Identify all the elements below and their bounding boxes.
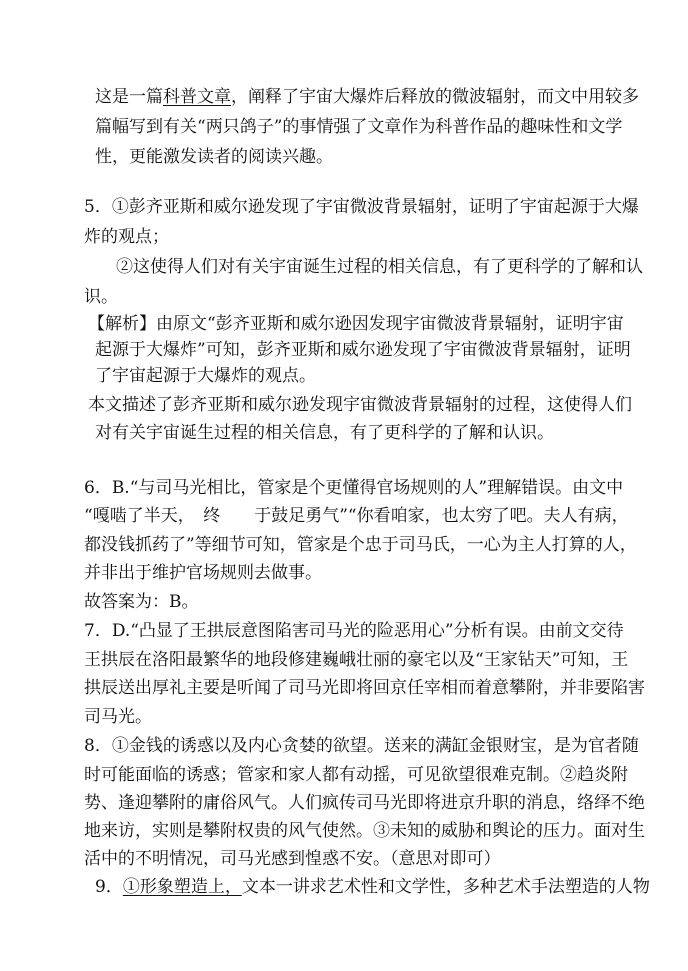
- q7-line-2: 王拱辰在洛阳最繁华的地段修建巍峨壮丽的豪宅以及“王家钻天”可知，王: [84, 650, 629, 670]
- q5-line-4: 识。: [84, 287, 118, 307]
- q9-line-1-text: 文本一讲求艺术性和文学性，多种艺术手法塑造的人物: [241, 877, 650, 897]
- q8-line-4: 地来访，实则是攀附权贵的风气使然。③未知的威胁和舆论的压力。面对生: [84, 821, 645, 841]
- q9-line-1: [95, 876, 650, 898]
- q6-line-2: “嘎啮了半天， 终 于鼓足勇气”“你看咱家，也太穷了吧。夫人有病，: [84, 506, 629, 526]
- q8-line-1: 8．①金钱的诱惑以及内心贪婪的欲望。送来的满缸金银财宝，是为官者随: [84, 736, 639, 756]
- p1-line-1: [95, 86, 639, 108]
- q7-line-1: 7．D.“凸显了王拱辰意图陷害司马光的险恶用心”分析有误。由前文交待: [84, 621, 624, 641]
- q6-line-1: 6．B.“与司马光相比，管家是个更懂得官场规则的人”理解错误。由文中: [84, 478, 624, 498]
- p1-line-1-text-b: ，阐释了宇宙大爆炸后释放的微波辐射，而文中用较多: [231, 87, 639, 107]
- q8-line-3: 势、逢迎攀附的庸俗风气。人们疯传司马光即将进京升职的消息，络绎不绝: [84, 793, 645, 813]
- q5-analysis-line-4: 本文描述了彭齐亚斯和威尔逊发现宇宙微波背景辐射的过程，这使得人们: [88, 395, 632, 415]
- q5-analysis-line-3: 了宇宙起源于大爆炸的观点。: [95, 366, 316, 386]
- q5-analysis-line-5: 对有关宇宙诞生过程的相关信息，有了更科学的了解和认识。: [95, 423, 554, 443]
- p1-line-1-text-a: 这是一篇: [95, 87, 163, 107]
- image-shaping-underlined: ①形象塑造上，: [122, 877, 242, 897]
- q9-line-1-number: 9．: [95, 877, 123, 897]
- q5-analysis-line-1: 【解析】由原文“彭齐亚斯和威尔逊因发现宇宙微波背景辐射，证明宇宙: [88, 314, 624, 334]
- p1-line-2: 篇幅写到有关“两只鸽子”的事情强了文章作为科普作品的趣味性和文学: [95, 117, 623, 137]
- q5-line-2: 炸的观点；: [84, 227, 169, 247]
- science-article-underlined: 科普文章: [163, 87, 231, 107]
- q5-line-1: 5．①彭齐亚斯和威尔逊发现了宇宙微波背景辐射，证明了宇宙起源于大爆: [84, 197, 639, 217]
- q8-line-2: 时可能面临的诱惑；管家和家人都有动摇，可见欲望很难克制。②趋炎附: [84, 765, 628, 785]
- q5-analysis-line-2: 起源于大爆炸”可知，彭齐亚斯和威尔逊发现了宇宙微波背景辐射，证明: [95, 340, 631, 360]
- q6-line-3: 都没钱抓药了”等细节可知，管家是个忠于司马氏，一心为主人打算的人，: [84, 535, 637, 555]
- p1-line-3: 性，更能激发读者的阅读兴趣。: [95, 147, 333, 167]
- q8-line-5: 活中的不明情况，司马光感到惶惑不安。（意思对即可）: [84, 849, 501, 869]
- q7-line-3: 拱辰送出厚礼主要是听闻了司马光即将回京任宰相而着意攀附，并非要陷害: [84, 678, 645, 698]
- q7-line-4: 司马光。: [84, 707, 152, 727]
- q6-answer: 故答案为：B。: [84, 592, 199, 612]
- q6-line-4: 并非出于维护官场规则去做事。: [84, 563, 322, 583]
- q5-line-3: ②这使得人们对有关宇宙诞生过程的相关信息，有了更科学的了解和认: [116, 257, 643, 277]
